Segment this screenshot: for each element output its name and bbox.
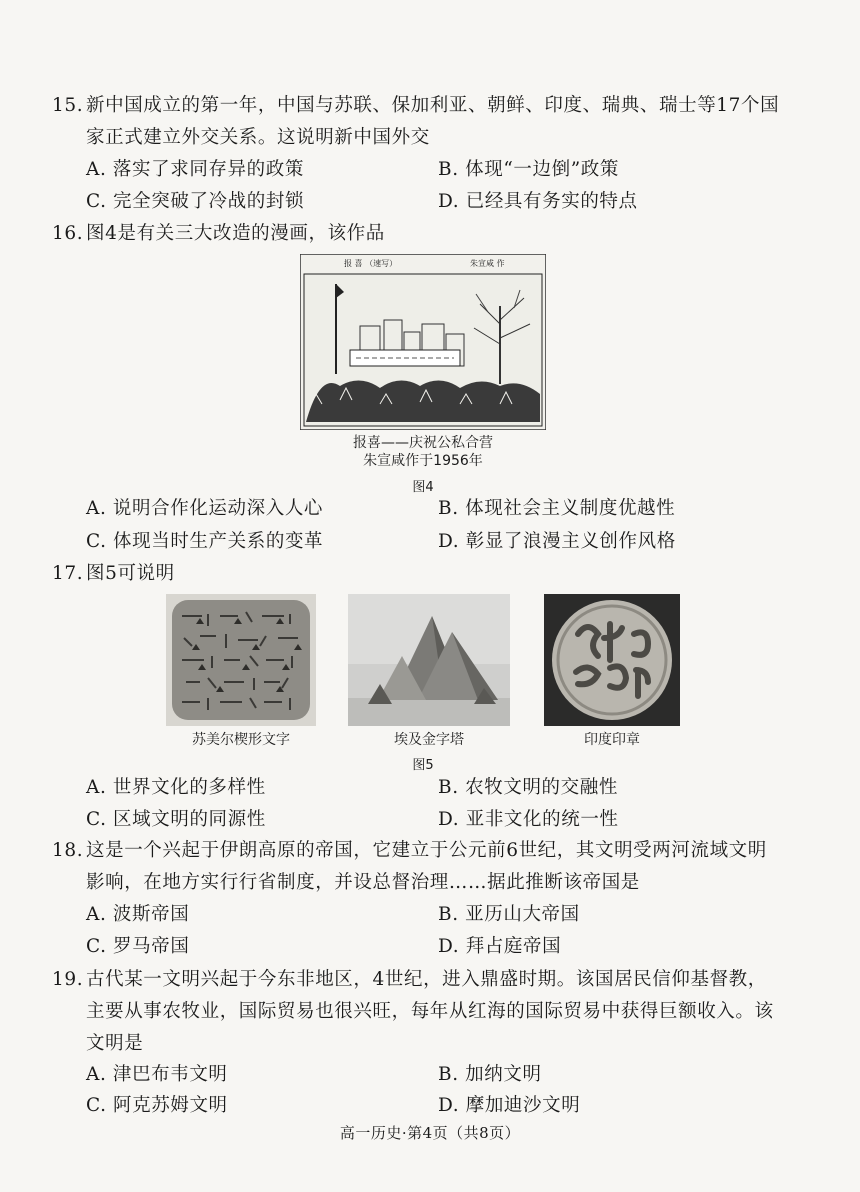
- question-text-line: 主要从事农牧业，国际贸易也很兴旺，每年从红海的国际贸易中获得巨额收入。该: [86, 1001, 774, 1022]
- option-d[interactable]: D. 亚非文化的统一性: [438, 809, 619, 830]
- option-d[interactable]: D. 彰显了浪漫主义创作风格: [438, 531, 676, 552]
- image-caption: 印度印章: [584, 732, 640, 748]
- question-text-line: 新中国成立的第一年，中国与苏联、保加利亚、朝鲜、印度、瑞典、瑞士等17个国: [86, 95, 780, 116]
- option-c[interactable]: C. 区域文明的同源性: [86, 809, 266, 830]
- question-15: [52, 90, 812, 154]
- question-number: 17.: [52, 563, 84, 584]
- figure-label: 图5: [412, 758, 434, 773]
- option-c[interactable]: C. 体现当时生产关系的变革: [86, 531, 324, 552]
- question-text-line: 影响，在地方实行行省制度，并设总督治理……据此推断该帝国是: [86, 872, 640, 893]
- option-a[interactable]: A. 津巴布韦文明: [86, 1064, 228, 1085]
- cuneiform-tablet-image: [166, 594, 316, 726]
- page-footer: 高一历史·第4页（共8页）: [339, 1124, 521, 1142]
- question-text-line: 这是一个兴起于伊朗高原的帝国，它建立于公元前6世纪，其文明受两河流域文明: [86, 840, 767, 861]
- question-text-line: 文明是: [86, 1033, 144, 1054]
- question-number: 16.: [52, 223, 84, 244]
- question-text-line: 图4是有关三大改造的漫画，该作品: [86, 223, 385, 244]
- option-d[interactable]: D. 拜占庭帝国: [438, 936, 562, 957]
- pyramids-image: [348, 594, 510, 726]
- option-d[interactable]: D. 已经具有务实的特点: [438, 191, 638, 212]
- option-d[interactable]: D. 摩加迪沙文明: [438, 1095, 581, 1116]
- question-number: 19.: [52, 969, 84, 990]
- question-number: 18.: [52, 840, 84, 861]
- figure-caption: 报喜——庆祝公私合营: [353, 435, 493, 451]
- option-b[interactable]: B. 体现社会主义制度优越性: [438, 498, 676, 519]
- option-b[interactable]: B. 亚历山大帝国: [438, 904, 580, 925]
- indian-seal-image: [544, 594, 680, 726]
- question-16: [52, 218, 812, 250]
- option-c[interactable]: C. 完全突破了冷战的封锁: [86, 191, 305, 212]
- question-19: [52, 964, 812, 1060]
- question-text-line: 古代某一文明兴起于今东非地区，4世纪，进入鼎盛时期。该国居民信仰基督教，: [86, 969, 767, 990]
- question-17: [52, 558, 812, 590]
- option-b[interactable]: B. 农牧文明的交融性: [438, 777, 618, 798]
- question-number: 15.: [52, 95, 84, 116]
- option-c[interactable]: C. 罗马帝国: [86, 936, 190, 957]
- cartoon-title: 报 喜 （速写）: [344, 259, 398, 268]
- figure-label: 图4: [412, 480, 434, 495]
- option-a[interactable]: A. 波斯帝国: [86, 904, 190, 925]
- option-c[interactable]: C. 阿克苏姆文明: [86, 1095, 228, 1116]
- option-a[interactable]: A. 说明合作化运动深入人心: [86, 498, 324, 519]
- figure-caption: 朱宣咸作于1956年: [363, 453, 483, 469]
- question-text-line: 图5可说明: [86, 563, 175, 584]
- cartoon-author: 朱宣咸 作: [470, 259, 505, 268]
- option-a[interactable]: A. 世界文化的多样性: [86, 777, 266, 798]
- option-b[interactable]: B. 体现“一边倒”政策: [438, 159, 619, 180]
- option-a[interactable]: A. 落实了求同存异的政策: [86, 159, 304, 180]
- image-caption: 苏美尔楔形文字: [192, 732, 290, 748]
- question-text-line: 家正式建立外交关系。这说明新中国外交: [86, 127, 430, 148]
- option-b[interactable]: B. 加纳文明: [438, 1064, 542, 1085]
- cartoon-illustration: [300, 254, 546, 430]
- image-caption: 埃及金字塔: [394, 732, 464, 748]
- question-18: [52, 835, 812, 899]
- cartoon-figure-4: [300, 254, 546, 430]
